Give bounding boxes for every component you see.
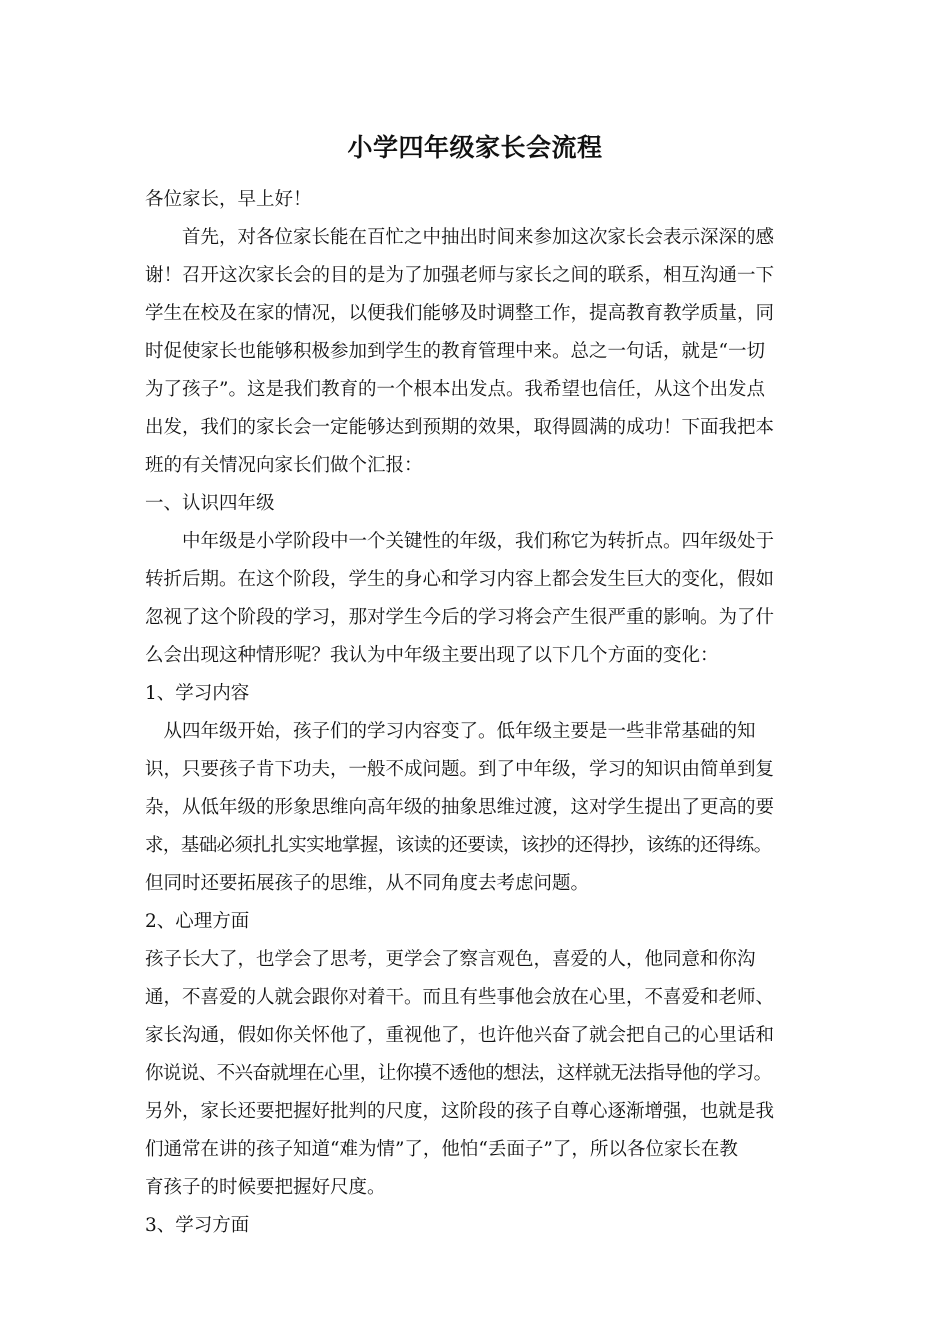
text-line: 么会出现这种情形呢？我认为中年级主要出现了以下几个方面的变化：: [145, 645, 719, 666]
text-line: 出发，我们的家长会一定能够达到预期的效果，取得圆满的成功！下面我把本: [145, 417, 775, 438]
text-line: 转折后期。在这个阶段，学生的身心和学习内容上都会发生巨大的变化，假如: [145, 569, 775, 590]
text-line: 为了孩子”。这是我们教育的一个根本出发点。我希望也信任，从这个出发点: [145, 379, 765, 400]
text-line: 识，只要孩子肯下功夫，一般不成问题。到了中年级，学习的知识由简单到复: [145, 759, 775, 780]
text-line: 孩子长大了，也学会了思考，更学会了察言观色，喜爱的人，他同意和你沟: [145, 949, 756, 970]
section-heading: 一、认识四年级: [145, 493, 275, 514]
text-line: 学生在校及在家的情况，以便我们能够及时调整工作，提高教育教学质量，同: [145, 303, 775, 324]
text-line: 忽视了这个阶段的学习，那对学生今后的学习将会产生很严重的影响。为了什: [145, 607, 775, 628]
text-line: 从四年级开始，孩子们的学习内容变了。低年级主要是一些非常基础的知: [145, 721, 756, 742]
text-line: 中年级是小学阶段中一个关键性的年级，我们称它为转折点。四年级处于: [145, 531, 775, 552]
text-line: 各位家长，早上好！: [145, 189, 312, 210]
document-title: 小学四年级家长会流程: [347, 133, 603, 162]
text-line: 谢！召开这次家长会的目的是为了加强老师与家长之间的联系，相互沟通一下: [145, 265, 775, 286]
subsection-heading: 1、学习内容: [145, 683, 250, 704]
text-line: 家长沟通，假如你关怀他了，重视他了，也许他兴奋了就会把自己的心里话和: [145, 1025, 775, 1046]
text-line: 杂，从低年级的形象思维向高年级的抽象思维过渡，这对学生提出了更高的要: [145, 797, 775, 818]
text-line: 时促使家长也能够积极参加到学生的教育管理中来。总之一句话，就是“一切: [145, 341, 765, 362]
document-body: [145, 181, 820, 1245]
text-line: 另外，家长还要把握好批判的尺度，这阶段的孩子自尊心逐渐增强，也就是我: [145, 1101, 775, 1122]
subsection-heading: 3、学习方面: [145, 1215, 250, 1236]
text-line: 求，基础必须扎扎实实地掌握，该读的还要读，该抄的还得抄，该练的还得练。: [145, 835, 772, 856]
text-line: 但同时还要拓展孩子的思维，从不同角度去考虑问题。: [145, 873, 590, 894]
text-line: 你说说、不兴奋就埋在心里，让你摸不透他的想法，这样就无法指导他的学习。: [145, 1063, 772, 1084]
text-line: 班的有关情况向家长们做个汇报：: [145, 455, 423, 476]
text-line: 们通常在讲的孩子知道“难为情”了，他怕“丢面子”了，所以各位家长在教: [145, 1139, 738, 1160]
subsection-heading: 2、心理方面: [145, 911, 250, 932]
text-line: 育孩子的时候要把握好尺度。: [145, 1177, 386, 1198]
text-line: 首先，对各位家长能在百忙之中抽出时间来参加这次家长会表示深深的感: [145, 227, 775, 248]
text-line: 通，不喜爱的人就会跟你对着干。而且有些事他会放在心里，不喜爱和老师、: [145, 987, 775, 1008]
